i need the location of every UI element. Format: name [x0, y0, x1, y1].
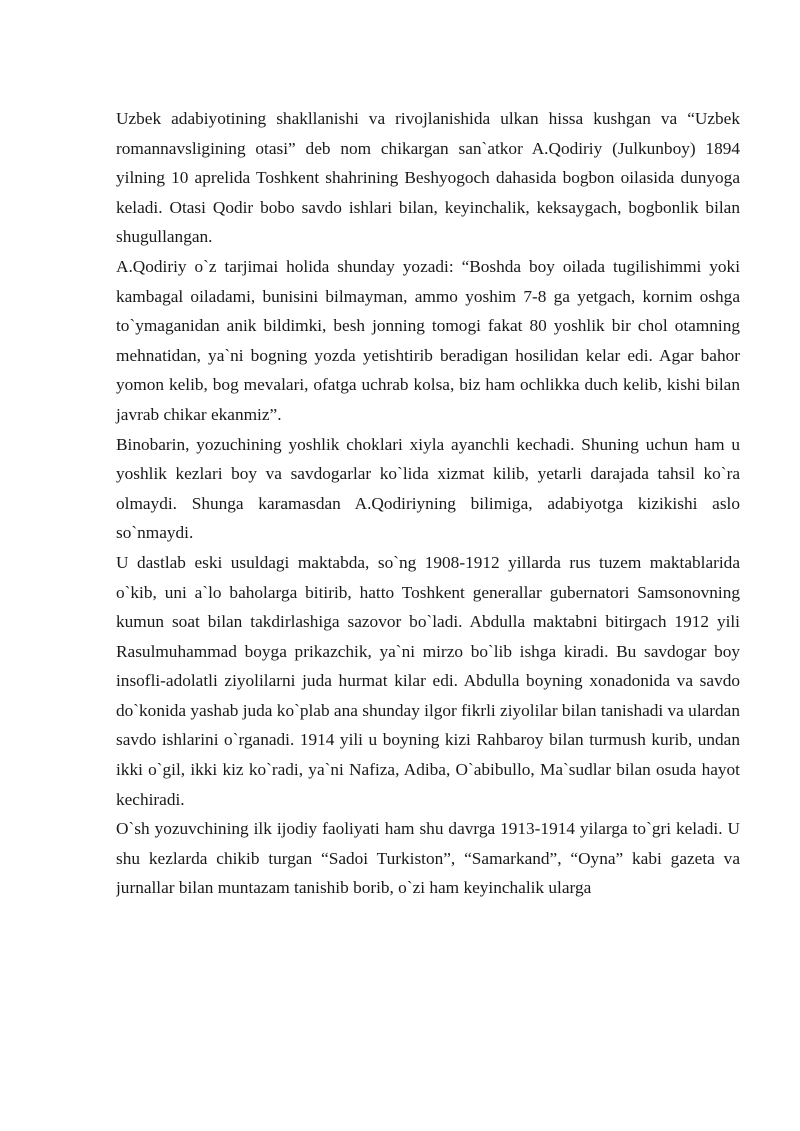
document-page [116, 104, 740, 902]
paragraph-4: U dastlab eski usuldagi maktabda, so`ng 1908-1912 yillarda rus tuzem maktablarida o`kib, uni a`lo baholarga bitirib, hatto Toshkent generallar gubernatori Samsonovning kumun soat bilan takdirlashiga sazovor bo`ladi. Abdulla maktabni bitirgach 1912 yili Rasulmuhammad boyga prikazchik, ya`ni mirzo bo`lib ishga kiradi. Bu savdogar boy insofli-adolatli ziyolilarni juda hurmat kilar edi. Abdulla boyning xonadonida va savdo do`konida yashab juda ko`plab ana shunday ilgor fikrli ziyolilar bilan tanishadi va ulardan savdo ishlarini o`rganadi. 1914 yili u boyning kizi Rahbaroy bilan turmush kurib, undan ikki o`gil, ikki kiz ko`radi, ya`ni Nafiza, Adiba, O`abibullo, Ma`sudlar bilan osuda hayot kechiradi. [116, 552, 740, 809]
paragraph-3: Binobarin, yozuchining yoshlik choklari xiyla ayanchli kechadi. Shuning uchun ham u yoshlik kezlari boy va savdogarlar ko`lida xizmat kilib, yetarli darajada tahsil ko`ra olmaydi. Shunga karamasdan A.Qodiriyning bilimiga, adabiyotga kizikishi aslo so`nmaydi. [116, 434, 740, 543]
paragraph-5: O`sh yozuvchining ilk ijodiy faoliyati ham shu davrga 1913-1914 yilarga to`gri keladi. U shu kezlarda chikib turgan “Sadoi Turkiston”, “Samarkand”, “Oyna” kabi gazeta va jurnallar bilan muntazam tanishib borib, o`zi ham keyinchalik ularga [116, 819, 740, 898]
paragraph-1: Uzbek adabiyotining shakllanishi va rivojlanishida ulkan hissa kushgan va “Uzbek romannavsligining otasi” deb nom chikargan san`atkor A.Qodiriy (Julkunboy) 1894 yilning 10 aprelida Toshkent shahrining Beshyogoch dahasida bogbon oilasida dunyoga keladi. Otasi Qodir bobo savdo ishlari bilan, keyinchalik, keksaygach, bogbonlik bilan shugullangan. [116, 109, 740, 247]
paragraph-2: A.Qodiriy o`z tarjimai holida shunday yozadi: “Boshda boy oilada tugilishimmi yoki kambagal oiladami, bunisini bilmayman, ammo yoshim 7-8 ga yetgach, kornim oshga to`ymaganidan anik bildimki, besh jonning tomogi fakat 80 yoshlik bir chol otamning mehnatidan, ya`ni bogning yozda yetishtirib beradigan hosilidan kelar edi. Agar bahor yomon kelib, bog mevalari, ofatga uchrab kolsa, biz ham ochlikka duch kelib, kishi bilan javrab chikar ekanmiz”. [116, 256, 740, 424]
